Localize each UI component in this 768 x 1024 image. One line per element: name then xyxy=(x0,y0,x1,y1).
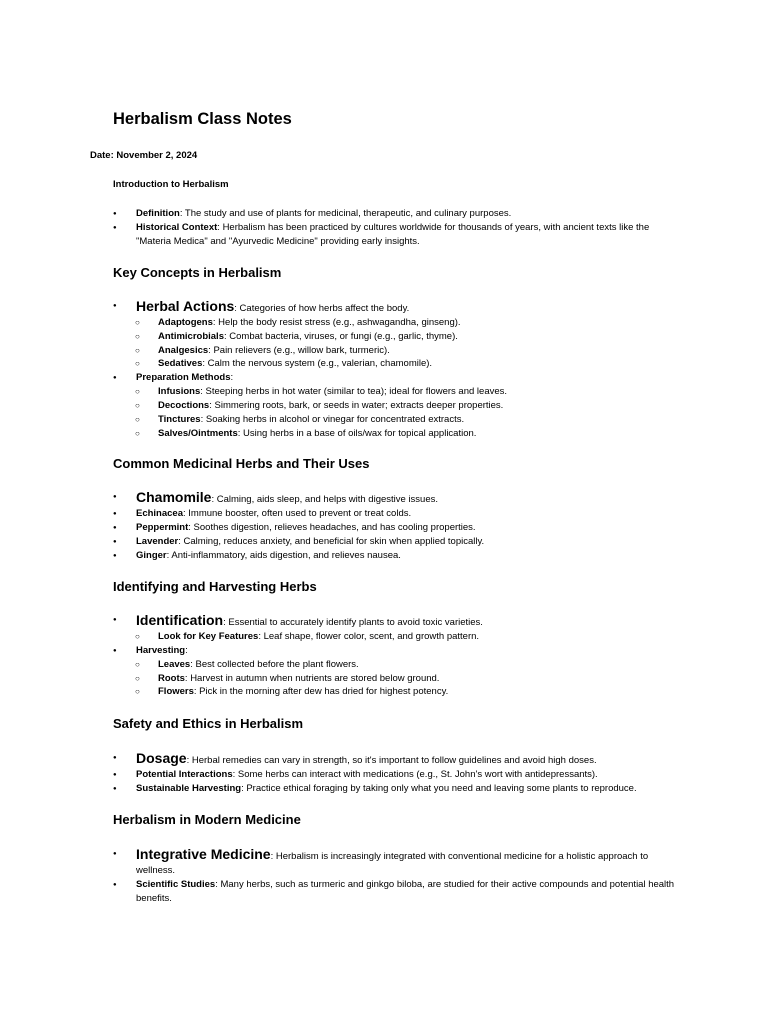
list-item: ● Scientific Studies: Many herbs, such as turmeric and ginkgo biloba, are studied for their active compounds and potential health benefits. xyxy=(113,878,683,906)
intro-list xyxy=(113,207,683,249)
list-item: ● Historical Context: Herbalism has been practiced by cultures worldwide for thousands of years, with ancient texts like the "Materia Medica" and "Ayurvedic Medicine" providing early insights. xyxy=(113,221,683,249)
list-item: ● Dosage: Herbal remedies can vary in strength, so it's important to follow guidelines and avoid high doses. xyxy=(113,751,683,768)
page-title: Herbalism Class Notes xyxy=(113,110,292,128)
term: Peppermint xyxy=(136,522,189,533)
sublist-item: ○ Roots: Harvest in autumn when nutrients are stored below ground. xyxy=(113,672,683,686)
sublist xyxy=(113,385,683,440)
list-item: ● Ginger: Anti-inflammatory, aids digestion, and relieves nausea. xyxy=(113,549,683,563)
list-item: ● Preparation Methods: ○ Infusions: Steeping herbs in hot water (similar to tea); ideal for flowers and leaves. ○ Decoctions: Simmering roots, bark, or seeds in water; extracts deeper properties. ○ Tinctures: Soaking herbs in alcohol or vinegar for concentrated extracts. ○ Salves/Ointments: Using herbs in a base of oils/wax for topical application. xyxy=(113,371,683,440)
list-item: ● Harvesting: ○ Leaves: Best collected before the plant flowers. ○ Roots: Harvest in autumn when nutrients are stored below ground. ○ Flowers: Pick in the morning after dew has dried for highest potency. xyxy=(113,644,683,699)
list-item: ● Chamomile: Calming, aids sleep, and helps with digestive issues. xyxy=(113,490,683,507)
safety-list xyxy=(113,751,683,796)
term: Historical Context xyxy=(136,222,218,233)
sublist-item: ○ Leaves: Best collected before the plant flowers. xyxy=(113,658,683,672)
key-concepts-list xyxy=(113,299,683,440)
section-heading-safety: Safety and Ethics in Herbalism xyxy=(113,716,304,731)
list-item: ● Integrative Medicine: Herbalism is increasingly integrated with conventional medicine for a holistic approach to wellness. xyxy=(113,847,683,878)
sublist xyxy=(113,658,683,699)
intro-heading: Introduction to Herbalism xyxy=(113,179,229,190)
sublist-item: ○ Look for Key Features: Leaf shape, flower color, scent, and growth pattern. xyxy=(113,630,683,644)
term: Potential Interactions xyxy=(136,769,233,780)
sublist-item: ○ Tinctures: Soaking herbs in alcohol or vinegar for concentrated extracts. xyxy=(113,413,683,427)
sublist xyxy=(113,316,683,371)
list-item: ● Lavender: Calming, reduces anxiety, and beneficial for skin when applied topically. xyxy=(113,535,683,549)
term: Scientific Studies xyxy=(136,879,216,890)
list-item: ● Sustainable Harvesting: Practice ethical foraging by taking only what you need and leaving some plants to reproduce. xyxy=(113,782,683,796)
sublist-item: ○ Flowers: Pick in the morning after dew has dried for highest potency. xyxy=(113,685,683,699)
sublist-item: ○ Adaptogens: Help the body resist stress (e.g., ashwagandha, ginseng). xyxy=(113,316,683,330)
term: Preparation Methods xyxy=(136,372,231,384)
term: Lavender xyxy=(136,536,179,547)
common-herbs-list xyxy=(113,490,683,563)
term: Herbal Actions xyxy=(136,298,235,314)
sublist-item: ○ Decoctions: Simmering roots, bark, or seeds in water; extracts deeper properties. xyxy=(113,399,683,413)
list-item: ● Herbal Actions: Categories of how herbs affect the body. ○ Adaptogens: Help the body resist stress (e.g., ashwagandha, ginseng). ○ Antimicrobials: Combat bacteria, viruses, or fungi (e.g., garlic, thyme). ○ Analgesics: Pain relievers (e.g., willow bark, turmeric). ○ Sedatives: Calm the nervous system (e.g., valerian, chamomile). xyxy=(113,299,683,371)
list-item: ● Potential Interactions: Some herbs can interact with medications (e.g., St. John's wort with antidepressants). xyxy=(113,768,683,782)
term: Harvesting xyxy=(136,644,186,656)
sublist-item: ○ Sedatives: Calm the nervous system (e.g., valerian, chamomile). xyxy=(113,357,683,371)
sublist-item: ○ Analgesics: Pain relievers (e.g., willow bark, turmeric). xyxy=(113,344,683,358)
section-heading-common-herbs: Common Medicinal Herbs and Their Uses xyxy=(113,456,370,471)
term: Ginger xyxy=(136,550,167,561)
sublist xyxy=(113,630,683,644)
term: Dosage xyxy=(136,750,187,766)
modern-list xyxy=(113,847,683,906)
date-line: Date: November 2, 2024 xyxy=(90,150,198,161)
term: Chamomile xyxy=(136,489,212,505)
term: Sustainable Harvesting xyxy=(136,783,242,794)
term: Echinacea xyxy=(136,508,183,519)
list-item: ● Definition: The study and use of plants for medicinal, therapeutic, and culinary purposes. xyxy=(113,207,683,221)
sublist-item: ○ Infusions: Steeping herbs in hot water (similar to tea); ideal for flowers and leaves. xyxy=(113,385,683,399)
sublist-item: ○ Salves/Ointments: Using herbs in a base of oils/wax for topical application. xyxy=(113,427,683,441)
identifying-list xyxy=(113,613,683,699)
list-item: ● Peppermint: Soothes digestion, relieves headaches, and has cooling properties. xyxy=(113,521,683,535)
term: Integrative Medicine xyxy=(136,846,271,862)
section-heading-key-concepts: Key Concepts in Herbalism xyxy=(113,265,282,280)
list-item: ● Identification: Essential to accurately identify plants to avoid toxic varieties. ○ Look for Key Features: Leaf shape, flower color, scent, and growth pattern. xyxy=(113,613,683,644)
section-heading-modern: Herbalism in Modern Medicine xyxy=(113,812,301,827)
list-item: ● Echinacea: Immune booster, often used to prevent or treat colds. xyxy=(113,507,683,521)
term: Definition xyxy=(136,208,180,219)
term: Identification xyxy=(136,612,224,628)
section-heading-identifying: Identifying and Harvesting Herbs xyxy=(113,579,317,594)
sublist-item: ○ Antimicrobials: Combat bacteria, viruses, or fungi (e.g., garlic, thyme). xyxy=(113,330,683,344)
